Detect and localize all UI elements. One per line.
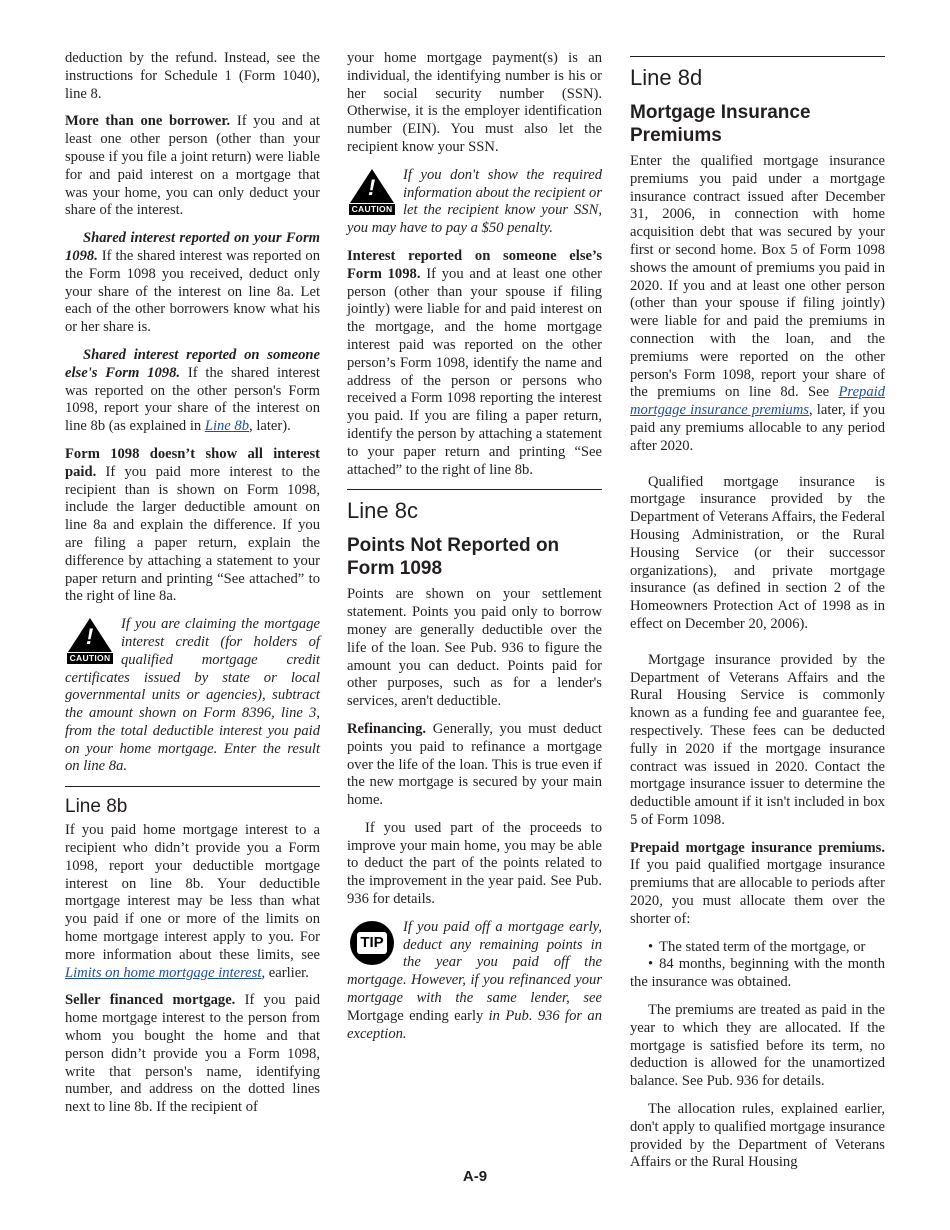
paragraph-text: If you paid more interest to the recipient than is shown on Form 1098, include the larger deductible amount on line 8a and explain the difference. If you are filing a paper return, explain the difference by attaching a statement to your paper return and printing “See attached” to the right of line 8a. bbox=[65, 463, 320, 605]
line-8b-heading: Line 8b bbox=[65, 796, 128, 818]
paragraph-shared-interest-your-1098 bbox=[65, 230, 320, 337]
run-in-heading: Prepaid mortgage insurance premiums. bbox=[630, 839, 885, 856]
paragraph-text: Generally, you must deduct points you paid to refinance a mortgage over the life of the loan. This is true even if the new mortgage is secured by your main home. bbox=[347, 720, 602, 809]
paragraph-text: If you paid home mortgage interest to a recipient who didn’t provide you a Form 1098, report your deductible mortgage interest on line 8b. Your deductible mortgage interest may be less than what you paid if one or more of the limits on home mortgage interest apply to you. For more information about these limits, see bbox=[65, 822, 320, 963]
tip-text: in Pub. 936 for an exception. bbox=[347, 1007, 602, 1042]
caution-callout bbox=[347, 167, 602, 238]
run-in-heading: Shared interest reported on your Form 1098. bbox=[65, 230, 320, 264]
run-in-heading: More than one borrower. bbox=[65, 113, 231, 130]
paragraph-more-than-one-borrower bbox=[65, 113, 320, 220]
tip-callout bbox=[347, 919, 602, 1044]
paragraph: your home mortgage payment(s) is an individual, the identifying number is his or her social security number (SSN). Otherwise, it is the employer identification number (EIN). You must also let the recipient know your SSN. bbox=[347, 50, 602, 155]
paragraph-doesnt-show-all-interest bbox=[65, 446, 320, 606]
tip-text: If you paid off a mortgage early, deduct any remaining points in the year you paid off the mortgage. However, if you refinanced your mortgage with the same lender, see bbox=[347, 918, 602, 1007]
paragraph-line-8b bbox=[65, 822, 320, 982]
paragraph: deduction by the refund. Instead, see the instructions for Schedule 1 (Form 1040), line 8. bbox=[65, 50, 320, 102]
paragraph: Qualified mortgage insurance is mortgage insurance provided by the Department of Veterans Affairs, the Federal Housing Administration, or the Rural Housing Service (or their successor organizations), and private mortgage insurance (as defined in section 2 of the Homeowners Protection Act of 1998 as in effect on December 20, 2006). bbox=[630, 473, 885, 632]
run-in-heading: Seller financed mortgage. bbox=[65, 992, 236, 1009]
paragraph-text: , later). bbox=[249, 418, 291, 435]
paragraph: The premiums are treated as paid in the year to which they are allocated. If the mortgage is satisfied before its term, no deduction is allowed for the unamortized balance. See Pub. 936 for details. bbox=[630, 1002, 885, 1090]
paragraph-refinancing bbox=[347, 721, 602, 810]
bullet-list bbox=[630, 939, 885, 992]
section-divider bbox=[630, 56, 885, 57]
paragraph-line-8d bbox=[630, 153, 885, 456]
limits-link[interactable]: Limits on home mortgage interest bbox=[65, 964, 262, 981]
line-8b-link[interactable]: Line 8b bbox=[204, 418, 250, 435]
tip-text: Mortgage ending early bbox=[347, 1007, 484, 1024]
paragraph-text: , later, if you paid any premiums allocable to any period after 2020. bbox=[630, 402, 886, 454]
caution-text: If you don't show the required information about the recipient or let the recipient know your SSN, you may have to pay a $50 penalty. bbox=[347, 166, 602, 237]
run-in-heading: Interest reported on someone else’s Form 1098. bbox=[347, 247, 602, 282]
paragraph-text: If you paid home mortgage interest to the person from whom you bought the home and that person didn’t provide you a Form 1098, write that person's name, identifying number, and address on the dotted lines next to line 8b. If the recipient of bbox=[65, 992, 321, 1116]
column-3 bbox=[630, 50, 885, 1182]
paragraph-text: , earlier. bbox=[261, 964, 309, 981]
line-8c-subheading: Points Not Reported on Form 1098 bbox=[347, 535, 560, 580]
caution-callout bbox=[65, 616, 320, 776]
caution-text: If you are claiming the mortgage interest credit (for holders of qualified mortgage credit certificates issued by state or local governmental units or agencies), subtract the amount shown on Form 8396, line 3, from the total deductible interest you paid on your home mortgage. Enter the result on line 8a. bbox=[65, 616, 320, 775]
run-in-heading: Form 1098 doesn’t show all interest paid. bbox=[65, 445, 320, 480]
caution-icon: ! CAUTION bbox=[65, 618, 115, 666]
paragraph-text: Enter the qualified mortgage insurance premiums you paid under a mortgage insurance contract issued after December 31, 2006, in connection with home acquisition debt that was secured by your first or second home. Box 5 of Form 1098 shows the amount of premiums you paid in 2020. If you and at least one other person (other than your spouse if filing jointly) were liable for and paid the premiums in connection with the loan, and the premiums were reported on the other person's Form 1098, report your share of the premiums on line 8d. See bbox=[630, 153, 885, 401]
paragraph: The allocation rules, explained earlier, don't apply to qualified mortgage insurance provided by the Department of Veterans Affairs or the Rural Housing bbox=[630, 1101, 885, 1171]
line-8d-heading: Line 8d bbox=[630, 65, 703, 90]
paragraph-text: If you and at least one other person (other than your spouse if filing jointly) were liable for and paid interest on the mortgage, and the home mortgage interest paid was reported on the other person’s Form 1098, identify the name and address of the person or persons who received a Form 1098 reporting the interest you paid. If you are filing a paper return, identify the person by attaching a statement to your paper return and printing “See attached” to the right of line 8b. bbox=[347, 265, 602, 478]
list-item: • 84 months, beginning with the month the insurance was obtained. bbox=[630, 956, 885, 992]
paragraph-prepaid bbox=[630, 840, 885, 929]
section-divider bbox=[347, 489, 602, 490]
run-in-heading: Refinancing. bbox=[347, 720, 427, 737]
section-divider bbox=[65, 786, 320, 787]
list-item: • The stated term of the mortgage, or bbox=[630, 939, 885, 957]
paragraph-seller-financed bbox=[65, 992, 320, 1117]
line-8c-heading: Line 8c bbox=[347, 498, 418, 524]
run-in-heading: Shared interest reported on someone else's Form 1098. bbox=[65, 346, 320, 381]
paragraph: Mortgage insurance provided by the Department of Veterans Affairs and the Rural Housing Service is commonly known as a funding fee and guarantee fee, respectively. These fees can be deducted fully in 2020 if the mortgage insurance contract was issued in 2020. Contact the mortgage insurance issuer to determine the deductible amount if it isn't included in box 5 of Form 1098. bbox=[630, 651, 885, 828]
column-2 bbox=[347, 50, 602, 1053]
paragraph-text: If you and at least one other person (other than your spouse if you file a joint return) were liable for and paid interest on a mortgage that was your home, you can only deduct your share of the interest. bbox=[65, 113, 320, 219]
paragraph-text: If the shared interest was reported on the other person's Form 1098, report your share of the interest on line 8b (as explained in bbox=[65, 364, 320, 435]
page-number: A-9 bbox=[462, 1168, 488, 1185]
paragraph-text: If you paid qualified mortgage insurance premiums that are allocable to periods after 2020, you must allocate them over the shorter of: bbox=[630, 857, 885, 927]
tip-icon: TIP bbox=[347, 921, 397, 969]
paragraph: If you used part of the proceeds to improve your main home, you may be able to deduct the part of the points related to the improvement in the year paid. See Pub. 936 for details. bbox=[347, 819, 602, 908]
paragraph-interest-someone-else bbox=[347, 248, 602, 479]
paragraph-text: If the shared interest was reported on the Form 1098 you received, deduct only your share of the interest on line 8a. Let each of the other borrowers know what his or her share is. bbox=[65, 247, 320, 336]
column-1 bbox=[65, 50, 320, 1127]
caution-icon: ! CAUTION bbox=[347, 169, 397, 217]
line-8d-subheading: Mortgage Insurance Premiums bbox=[630, 102, 811, 146]
prepaid-premiums-link[interactable]: Prepaid mortgage insurance premiums bbox=[630, 384, 885, 419]
paragraph: Points are shown on your settlement statement. Points you paid only to borrow money are generally deductible over the life of the loan. See Pub. 936 to figure the amount you can deduct. Points paid for other purposes, such as for a lender's services, aren't deductible. bbox=[347, 586, 602, 710]
paragraph-shared-interest-someone-else bbox=[65, 347, 320, 436]
